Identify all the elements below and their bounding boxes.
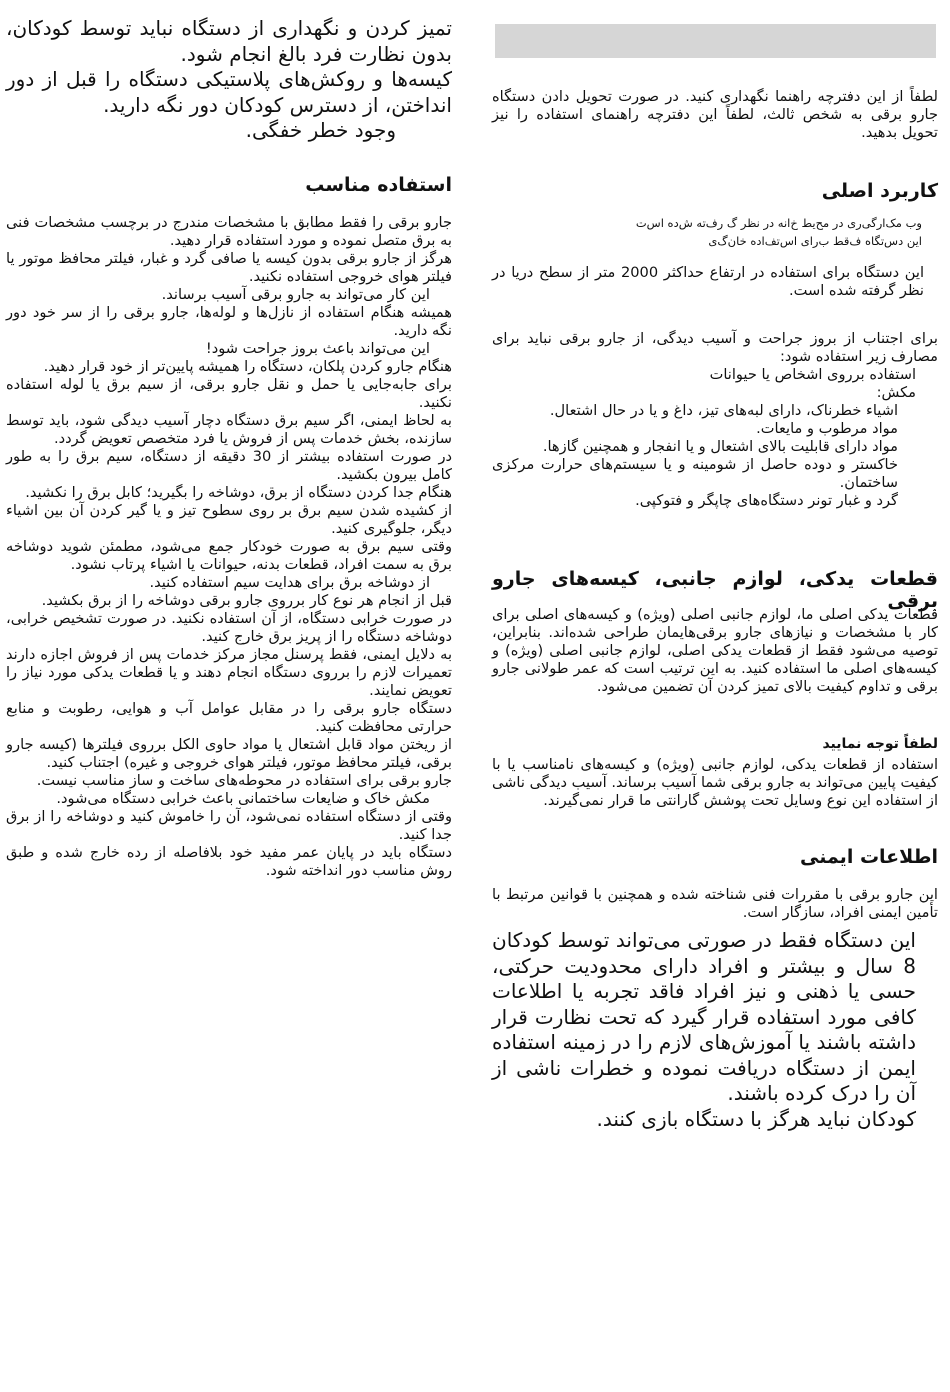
proper-use-item: وقتی از دستگاه استفاده نمی‌شود، آن را خاموش کنید و دوشاخه را از برق جدا کنید. — [6, 808, 452, 843]
restriction-item: اشیاء خطرناک، دارای لبه‌های تیز، داغ و یا در حال اشتعال. — [549, 402, 898, 419]
proper-use-item: در صورت خرابی دستگاه، از آن استفاده نکنید. در صورت تشخیص خرابی، دوشاخه دستگاه را از پریز برق خارج کنید. — [6, 610, 452, 645]
proper-use-item: هنگام جارو کردن پلکان، دستگاه را همیشه پایین‌تر از خود قرار دهید. — [43, 358, 452, 375]
proper-use-item: این می‌تواند باعث بروز جراحت شود! — [205, 340, 430, 357]
proper-use-item: از ریختن مواد قابل اشتعال یا مواد حاوی الکل برروی فیلترها (کیسه جارو برقی، فیلتر محافظ موتور، فیلتر هوای خروجی و غیره) اجتناب کنید. — [6, 736, 452, 771]
proper-use-item: در صورت استفاده بیشتر از 30 دقیقه از دستگاه، سیم برق را به طور کامل بیرون بکشید. — [6, 448, 452, 483]
proper-use-item: از دوشاخه برق برای هدایت سیم استفاده کنید. — [149, 574, 430, 591]
main-use-note-line: این دس‌تگاه ف‌قط ب‌رای اس‌تف‌اده خان‌گ‌ی — [708, 234, 922, 248]
restriction-item: مواد مرطوب و مایعات. — [756, 420, 898, 437]
proper-use-item: همیشه هنگام استفاده از نازل‌ها و لوله‌ها، جارو برقی را از سر خود دور نگه دارید. — [6, 304, 452, 339]
section-header-bar — [495, 24, 936, 58]
proper-use-item: وقتی سیم برق به صورت خودکار جمع می‌شود، مطمئن شوید دوشاخه برق به سمت افراد، قطعات بدنه، حیوانات یا اشیاء پرتاب نشود. — [6, 538, 452, 573]
proper-use-item: دستگاه جارو برقی را در مقابل عوامل آب و هوایی، رطوبت و منابع حرارتی محافظت کنید. — [6, 700, 452, 735]
proper-use-item: دستگاه باید در پایان عمر مفید خود بلافاصله از رده خارج شده و طبق روش مناسب دور انداخته شود. — [6, 844, 452, 879]
proper-use-item: هنگام جدا کردن دستگاه از برق، دوشاخه را بگیرید؛ کابل برق را نکشید. — [25, 484, 452, 501]
main-use-note-line: وب مک‌ارگی‌ری در مح‌یط خ‌انه در نظر گ رف‌ته ش‌ده اس‌ت — [635, 216, 922, 230]
proper-use-item: برای جابه‌جایی یا حمل و نقل جارو برقی، از سیم برق یا لوله استفاده نکنید. — [6, 376, 452, 411]
restriction-intro: برای اجتناب از بروز جراحت و آسیب دیدگی، از جارو برقی نباید برای مصارف زیر استفاده شود: — [492, 330, 938, 365]
proper-use-item: این کار می‌تواند به جارو برقی آسیب برساند. — [161, 286, 430, 303]
restriction-item: گرد و غبار تونر دستگاه‌های چاپگر و فتوکپی. — [635, 492, 898, 509]
proper-use-heading: استفاده مناسب — [305, 174, 452, 196]
top-warning-line: تمیز کردن و نگهداری از دستگاه نباید توسط کودکان، بدون نظارت فرد بالغ انجام شود. — [6, 16, 452, 66]
top-warning-line: کیسه‌ها و روکش‌های پلاستیکی دستگاه را قبل از دور انداختن، از دسترس کودکان دور نگه دارید. — [6, 67, 452, 117]
proper-use-item: مکش خاک و ضایعات ساختمانی باعث خرابی دستگاه می‌شود. — [56, 790, 430, 807]
intro-paragraph: لطفاً از این دفترچه راهنما نگهداری کنید. در صورت تحویل دادن دستگاه جارو برقی به شخص ثالث، لطفاً این دفترچه راهنمای استفاده را نیز تحویل بدهید. — [492, 88, 938, 141]
proper-use-item: قبل از انجام هر نوع کار برروی جارو برقی دوشاخه را از برق بکشید. — [41, 592, 452, 609]
safety-paragraph: این جارو برقی با مقررات فنی شناخته شده و همچنین با قوانین مرتبط با تأمین ایمنی افراد، سازگار است. — [492, 886, 938, 921]
restriction-item: مکش: — [876, 384, 916, 401]
children-play-warning: کودکان نباید هرگز با دستگاه بازی کنند. — [596, 1106, 916, 1131]
proper-use-item: جارو برقی برای استفاده در محوطه‌های ساخت و ساز مناسب نیست. — [36, 772, 452, 789]
proper-use-item: به دلایل ایمنی، فقط پرسنل مجاز مرکز خدمات پس از فروش اجازه دارند تعمیرات لازم را برروی دستگاه انجام دهند و یا قطعات یدکی مورد نیاز را تعویض نمایند. — [6, 646, 452, 699]
restriction-item: مواد دارای قابلیت بالای اشتعال و یا انفجار و همچنین گازها. — [542, 438, 898, 455]
parts-paragraph: قطعات یدکی اصلی ما، لوازم جانبی اصلی (ویژه) و کیسه‌های اصلی برای کار با مشخصات و نیازهای جارو برقی‌هایمان طراحی شده‌اند. بنابراین، توصیه می‌شود فقط از قطعات یدکی اصلی، لوازم جانبی اصلی (ویژه) و کیسه‌های اصلی ما استفاده کنید. به این ترتیب است که عمر طولانی جارو برقی و تداوم کیفیت بالای تمیز کردن آن تضمین می‌شود. — [492, 606, 938, 695]
restriction-item: خاکستر و دوده حاصل از شومینه و یا سیستم‌های حرارت مرکزی ساختمان. — [492, 456, 898, 491]
proper-use-item: از کشیده شدن سیم برق بر روی سطوح تیز و یا گیر کردن آن بین اشیاء دیگر، جلوگیری کنید. — [6, 502, 452, 537]
attention-paragraph: استفاده از قطعات یدکی، لوازم جانبی (ویژه) و کیسه‌های نامناسب یا با کیفیت پایین می‌تواند به جارو برقی شما آسیب برساند. آسیب دیدگی ناشی از استفاده این نوع وسایل تحت پوشش گارانتی ما قرار نمی‌گیرند. — [492, 756, 938, 809]
main-use-heading: کاربرد اصلی — [821, 180, 938, 202]
proper-use-item: هرگز از جارو برقی بدون کیسه یا صافی گرد و غبار، فیلتر محافظ موتور یا فیلتر هوای خروجی استفاده نکنید. — [6, 250, 452, 285]
altitude-paragraph: این دستگاه برای استفاده در ارتفاع حداکثر 2000 متر از سطح دریا در نظر گرفته شده است. — [492, 264, 924, 299]
proper-use-item: به لحاظ ایمنی، اگر سیم برق دستگاه دچار آسیب دیدگی شود، باید توسط سازنده، بخش خدمات پس از فروش یا فرد متخصص تعویض گردد. — [6, 412, 452, 447]
top-warning-line: وجود خطر خفگی. — [245, 118, 396, 142]
parts-heading: قطعات یدکی، لوازم جانبی، کیسه‌های جارو برقی — [492, 568, 938, 612]
proper-use-item: جارو برقی را فقط مطابق با مشخصات مندرج در برچسب مشخصات فنی به برق متصل نموده و مورد استفاده قرار دهید. — [6, 214, 452, 249]
attention-heading: لطفاً توجه نمایید — [822, 736, 938, 752]
children-warning: این دستگاه فقط در صورتی می‌تواند توسط کودکان 8 سال و بیشتر و افراد دارای محدودیت حرکتی، حسی یا ذهنی و نیز افراد فاقد تجربه یا اطلاعات کافی مورد استفاده قرار گیرد که تحت نظارت قرار داشته باشند یا آموزش‌های لازم را در زمینه استفاده ایمن از دستگاه دریافت نموده و خطرات ناشی از آن را درک کرده باشند. — [492, 928, 916, 1105]
restriction-item: استفاده برروی اشخاص یا حیوانات — [709, 366, 916, 383]
proper-use-list — [6, 214, 452, 880]
safety-heading: اطلاعات ایمنی — [799, 846, 938, 868]
